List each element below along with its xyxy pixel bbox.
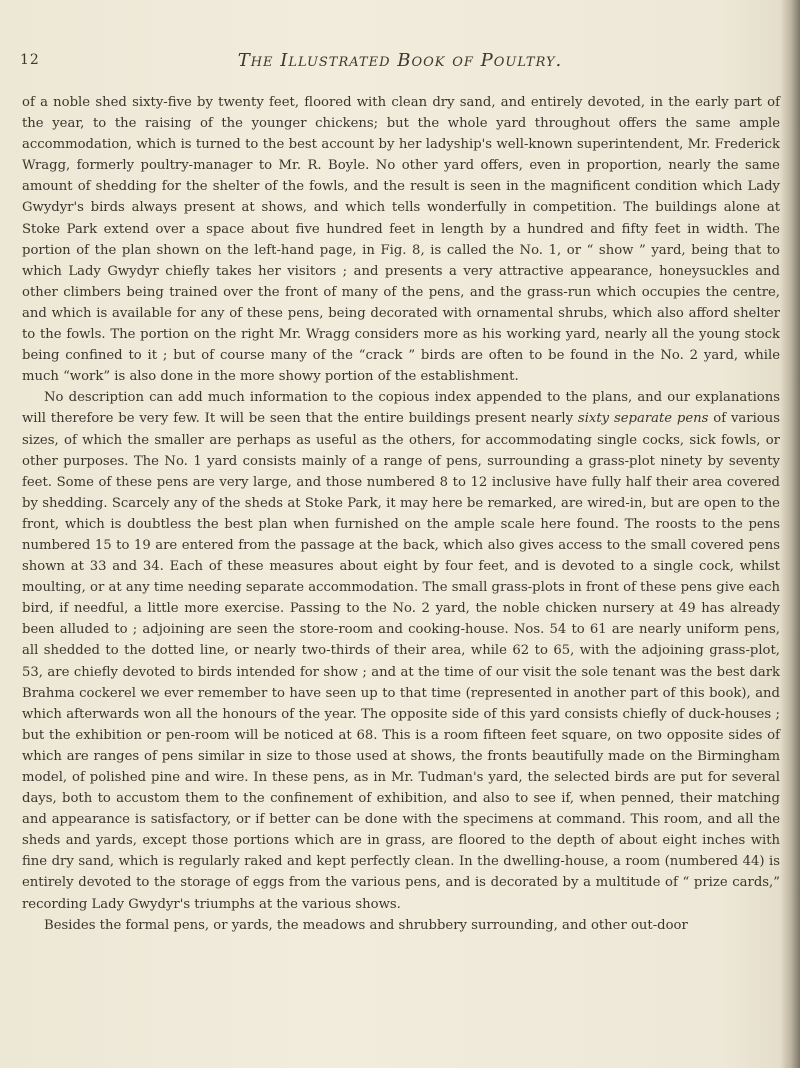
paragraph-2 [22, 387, 780, 914]
paragraph-2-part-1: No description can add much information to the copious index appended to the plans, and our explanations will therefore be very few. It will be seen that the entire buildings present nearly [22, 390, 780, 427]
paragraph-3: Besides the formal pens, or yards, the meadows and shrubbery surrounding, and other out-door [44, 917, 688, 933]
binding-shadow [780, 0, 800, 1068]
page-number: 12 [20, 52, 40, 68]
page-header [20, 52, 780, 76]
emphasis-sixty-separate-pens: sixty separate pens [577, 411, 709, 427]
paragraph-1: of a noble shed sixty-five by twenty feet, floored with clean dry sand, and entirely devoted, in the early part of the year, to the raising of the younger chickens; but the whole yard throughout offers the same ample accommodation, which is turned to the best account by her ladyship's well-known superintendent, Mr. Frederick Wragg, formerly poultry-manager to Mr. R. Boyle. No other yard offers, even in proportion, nearly the same amount of shedding for the shelter of the fowls, and the result is seen in the magnificent condition which Lady Gwydyr's birds always present at shows, and which tells wonderfully in competition. The buildings alone at Stoke Park extend over a space about five hundred feet in length by a hundred and fifty feet in width. The portion of the plan shown on the left-hand page, in Fig. 8, is called the No. 1, or “ show ” yard, being that to which Lady Gwydyr chiefly takes her visitors ; and presents a very attractive appearance, honeysuckles and other climbers being trained over the front of many of the pens, and the grass-run which occupies the centre, and which is available for any of these pens, being decorated with ornamental shrubs, which also afford shelter to the fowls. The portion on the right Mr. Wragg considers more as his working yard, nearly all the young stock being confined to it ; but of course many of the “crack ” birds are often to be found in the No. 2 yard, while much “work” is also done in the more showy portion of the establishment. [22, 95, 780, 385]
paragraph-2-part-2: of various sizes, of which the smaller are perhaps as useful as the others, for accommodating single cocks, sick fowls, or other purposes. The No. 1 yard consists mainly of a range of pens, surrounding a grass-plot ninety by seventy feet. Some of these pens are very large, and those numbered 8 to 12 inclusive have fully half their area covered by shedding. Scarcely any of the sheds at Stoke Park, it may here be remarked, are wired-in, but are open to the front, which is doubtless the best plan when furnished on the ample scale here found. The roosts to the pens numbered 15 to 19 are entered from the passage at the back, which also gives access to the small covered pens shown at 33 and 34. Each of these measures about eight by four feet, and is devoted to a single cock, whilst moulting, or at any time needing separate accommodation. The small grass-plots in front of these pens give each bird, if needful, a little more exercise. Passing to the No. 2 yard, the noble chicken nursery at 49 has already been alluded to ; adjoining are seen the store-room and cooking-house. Nos. 54 to 61 are nearly uniform pens, all shedded to the dotted line, or nearly two-thirds of their area, while 62 to 65, with the adjoining grass-plot, 53, are chiefly devoted to birds intended for show ; and at the time of our visit the sole tenant was the best dark Brahma cockerel we ever remember to have seen up to that time (represented in another part of this book), and which afterwards won all the honours of the year. The opposite side of this yard consists chiefly of duck-houses ; but the exhibition or pen-room will be noticed at 68. This is a room fifteen feet square, on two opposite sides of which are ranges of pens similar in size to those used at shows, the fronts beautifully made on the Birmingham model, of polished pine and wire. In these pens, as in Mr. Tudman's yard, the selected birds are put for several days, both to accustom them to the confinement of exhibition, and also to see if, when penned, their matching and appearance is satisfactory, or if better can be done with the specimens at command. This room, and all the sheds and yards, except those portions which are in grass, are floored to the depth of about eight inches with fine dry sand, which is regularly raked and kept perfectly clean. In the dwelling-house, a room (numbered 44) is entirely devoted to the storage of eggs from the various pens, and is decorated by a multitude of “ prize cards,” recording Lady Gwydyr's triumphs at the various shows. [22, 411, 780, 912]
running-title: The Illustrated Book of Poultry. [237, 50, 563, 71]
body-text [22, 92, 780, 936]
